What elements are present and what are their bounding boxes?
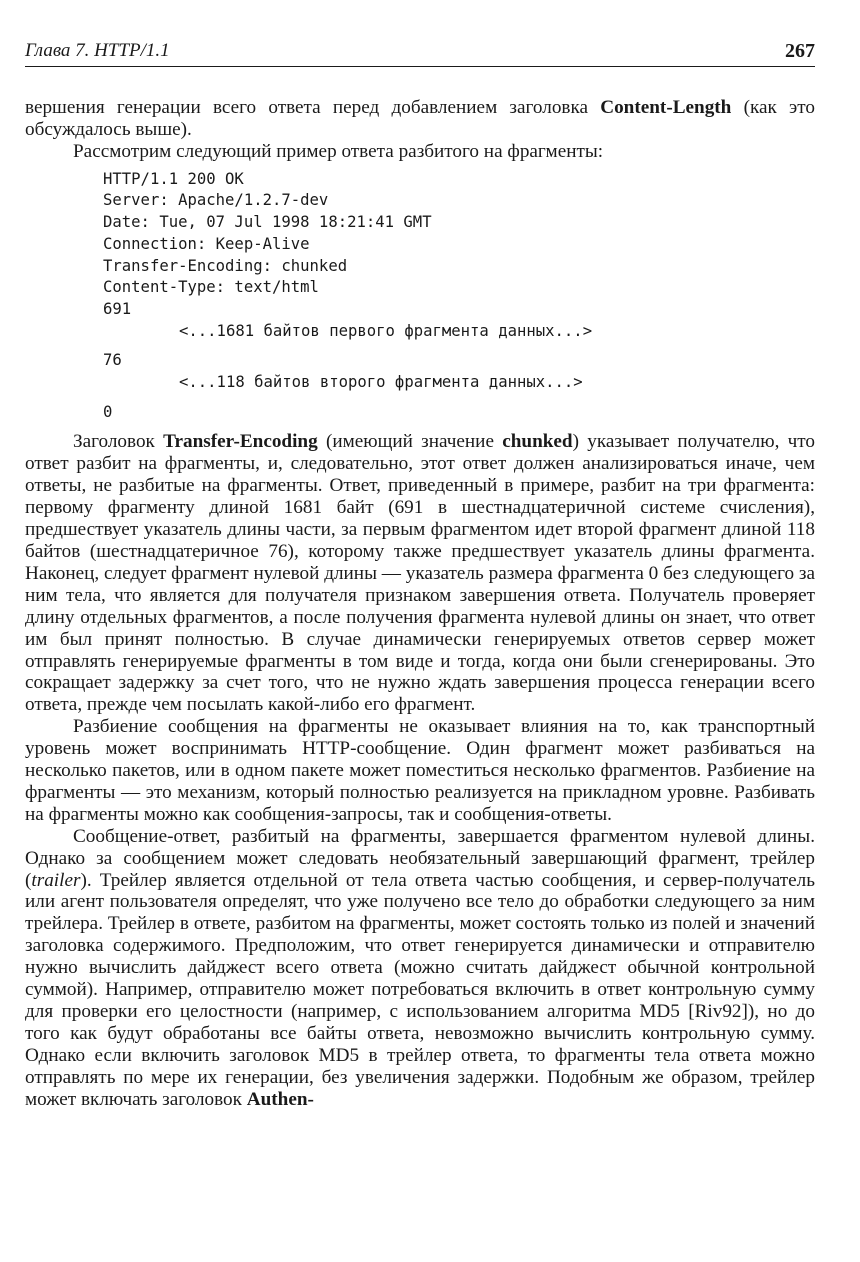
paragraph-chunking-transport: Разбиение сообщения на фрагменты не оказывает влияния на то, как транспортный уровень может воспринимать HTTP-сообщение. Один фрагмент может разбиваться на несколько пакетов, или в одном пакете может поместиться несколько фрагментов. Разбиение на фрагменты — это механизм, который полностью реализуется на прикладном уровне. Разбивать на фрагменты можно как сообщения-запросы, так и сообщения-ответы. [25, 716, 815, 825]
code-line: 76 [103, 351, 122, 370]
header-name-authen: Authen- [246, 1088, 314, 1110]
term-trailer: trailer [31, 869, 81, 891]
paragraph-continuation [25, 97, 815, 141]
code-line: Connection: Keep-Alive [103, 234, 310, 253]
page-number: 267 [785, 40, 815, 62]
paragraph-trailer [25, 826, 815, 1111]
paragraph-text: ) указывает получателю, что ответ разбит на фрагменты, и, следовательно, этот ответ должен анализироваться иначе, чем ответы, не разбитые на фрагменты. Ответ, приведенный в примере, разбит на три фрагмента: первому фрагменту длиной 1681 байт (691 в шестнадцатеричной системе счисления), предшествует указатель длины части, за первым фрагментом идет второй фрагмент длиной 118 байтов (шестнадцатеричное 76), которому также предшествует указатель длины фрагмента. Наконец, следует фрагмент нулевой длины — указатель размера фрагмента 0 без следующего за ним тела, что является для получателя признаком завершения ответа. Получатель проверяет длину отдельных фрагментов, а после получения фрагмента нулевой длины он знает, что ответ им был принят полностью. В случае динамически генерируемых ответов сервер может отправлять генерируемые фрагменты в том виде и тогда, когда они были сгенерированы. Это сокращает задержку за счет того, что не нужно ждать завершения процесса генерации всего ответа, прежде чем посылать какой-либо его фрагмент. [25, 431, 815, 716]
code-example [103, 169, 815, 424]
paragraph-text: (имеющий значение [317, 431, 503, 453]
running-header [25, 40, 815, 67]
code-line: 0 [103, 402, 113, 421]
paragraph-text: Заголовок [73, 431, 164, 453]
paragraph-intro-example: Рассмотрим следующий пример ответа разбитого на фрагменты: [73, 140, 604, 162]
page-body [25, 97, 815, 1111]
value-chunked: chunked [502, 431, 573, 453]
paragraph-text: (как это обсуждалось выше). [25, 97, 815, 140]
header-name-transfer-encoding: Transfer-Encoding [163, 431, 318, 453]
code-line: 691 [103, 299, 132, 318]
paragraph-transfer-encoding [25, 431, 815, 716]
chapter-title: Глава 7. HTTP/1.1 [25, 40, 170, 61]
paragraph-text: ). Трейлер является отдельной от тела ответа частью сообщения, и сервер-получатель или агент пользователя определят, что уже получено все тело до обработки следующего за ним трейлера. Трейлер в ответе, разбитом на фрагменты, может состоять только из полей и значений заголовка содержимого. Предположим, что ответ генерируется динамически и отправителю нужно вычислить дайджест всего ответа (можно считать дайджест обычной контрольной суммой). Например, отправителю может потребоваться включить в ответ контрольную сумму для проверки его целостности (например, с использованием алгоритма MD5 [Riv92]), но до того как будут обработаны все байты ответа, невозможно вычислить контрольную сумму. Однако если включить заголовок MD5 в трейлер ответа, то фрагменты тела ответа можно отправлять по мере их генерации, без увеличения задержки. Подобным же образом, трейлер может включать заголовок [25, 869, 815, 1110]
code-line: Content-Type: text/html [103, 278, 319, 297]
code-line: Server: Apache/1.2.7-dev [103, 191, 329, 210]
paragraph-text: вершения генерации всего ответа перед добавлением заголовка [25, 97, 601, 118]
code-line: Transfer-Encoding: chunked [103, 256, 348, 275]
code-line: HTTP/1.1 200 OK [103, 169, 244, 188]
code-line: Date: Tue, 07 Jul 1998 18:21:41 GMT [103, 213, 432, 232]
code-line: <...118 байтов второго фрагмента данных...> [179, 373, 583, 392]
code-line: <...1681 байтов первого фрагмента данных...> [179, 321, 593, 340]
paragraph-text: Сообщение-ответ, разбитый на фрагменты, завершается фрагментом нулевой длины. Однако за сообщением может следовать необязательный завершающий фрагмент, трейлер ( [25, 825, 815, 891]
header-name-content-length: Content-Length [600, 97, 732, 118]
